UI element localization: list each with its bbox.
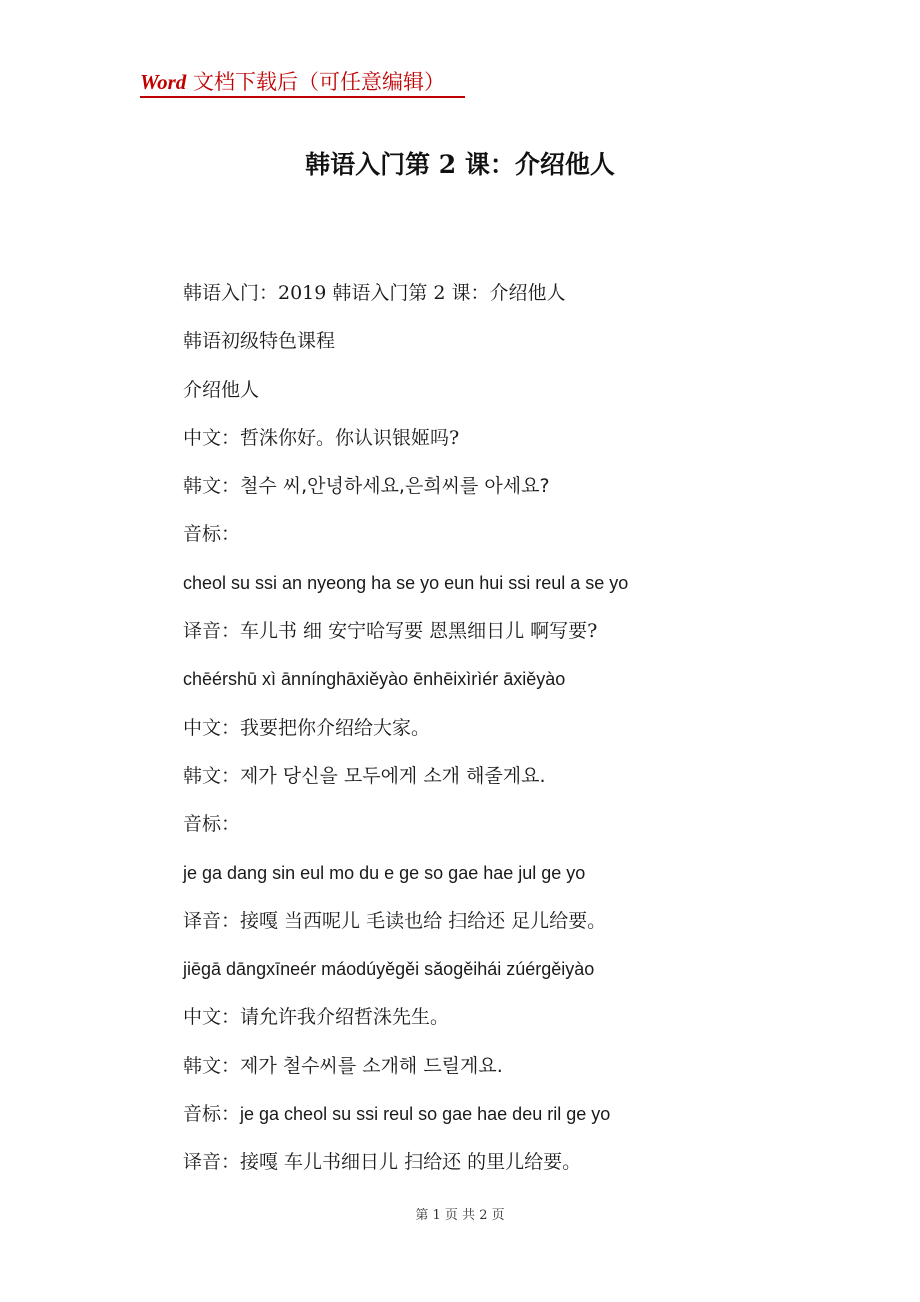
body-line <box>183 952 883 1000</box>
line-text-romanization: je ga dang sin eul mo du e ge so gae hae jul ge yo <box>183 862 586 883</box>
body-line <box>183 1049 883 1097</box>
line-text: 我要把你介绍给大家。 <box>240 716 431 739</box>
line-label: 音标： <box>183 813 241 836</box>
line-label: 中文： <box>183 716 241 739</box>
header-underline <box>140 96 465 98</box>
line-text: 哲洙你好。你认识银姬吗? <box>240 426 460 449</box>
line-text-korean: 제가 당신을 모두에게 소개 해줄게요. <box>240 764 546 787</box>
line-label: 韩文： <box>183 1054 241 1077</box>
line-text: 接嘎 车儿书细日儿 扫给还 的里儿给要。 <box>240 1151 582 1174</box>
line-label: 中文： <box>183 426 241 449</box>
line-label: 音标： <box>183 1103 241 1126</box>
body-line <box>183 566 883 614</box>
body-line <box>183 807 883 855</box>
body-line <box>183 614 883 662</box>
line-text-romanization: je ga cheol su ssi reul so gae hae deu ril ge yo <box>240 1104 611 1125</box>
line-label: 译音： <box>183 1151 241 1174</box>
line-label: 韩文： <box>183 475 241 498</box>
body-line <box>183 662 883 710</box>
header-brand: Word <box>140 70 187 94</box>
line-label: 韩文： <box>183 764 241 787</box>
line-label: 译音： <box>183 620 241 643</box>
body-line <box>183 856 883 904</box>
body-line <box>183 1145 883 1193</box>
body-line <box>183 469 883 517</box>
line-label: 音标： <box>183 523 241 546</box>
body-line <box>183 904 883 952</box>
line-text-korean: 제가 철수씨를 소개해 드릴게요. <box>240 1054 503 1077</box>
page-title: 韩语入门第 2 课：介绍他人 <box>305 150 615 179</box>
body-line <box>183 421 883 469</box>
line-text: 车儿书 细 安宁哈写要 恩黑细日儿 啊写要? <box>240 620 598 643</box>
body-line <box>183 759 883 807</box>
line-text: 请允许我介绍哲洙先生。 <box>240 1006 450 1029</box>
line-label: 中文： <box>183 1006 241 1029</box>
line-text: 介绍他人 <box>183 378 260 401</box>
body-line <box>183 1097 883 1145</box>
document-body <box>183 276 883 1194</box>
line-text-romanization: cheol su ssi an nyeong ha se yo eun hui ssi reul a se yo <box>183 572 629 593</box>
line-text-pinyin: chēérshū xì ānnínghāxiěyào ēnhēixìrìér āxiěyào <box>183 669 566 690</box>
body-line <box>183 517 883 565</box>
line-text-korean: 철수 씨,안녕하세요,은희씨를 아세요? <box>240 475 550 498</box>
document-header <box>140 68 445 96</box>
line-label: 译音： <box>183 909 241 932</box>
body-line <box>183 711 883 759</box>
line-text-pinyin: jiēgā dāngxīneér máodúyěgěi sǎogěihái zúérgěiyào <box>183 959 595 980</box>
line-text: 接嘎 当西呢儿 毛读也给 扫给还 足儿给要。 <box>240 909 607 932</box>
body-line <box>183 1000 883 1048</box>
body-line <box>183 276 883 324</box>
line-text: 韩语入门：2019 韩语入门第 2 课：介绍他人 <box>183 282 566 304</box>
header-text: 文档下载后（可任意编辑） <box>186 70 445 94</box>
line-text: 韩语初级特色课程 <box>183 330 336 353</box>
body-line <box>183 373 883 421</box>
page-footer: 第 1 页 共 2 页 <box>415 1208 505 1223</box>
body-line <box>183 324 883 372</box>
